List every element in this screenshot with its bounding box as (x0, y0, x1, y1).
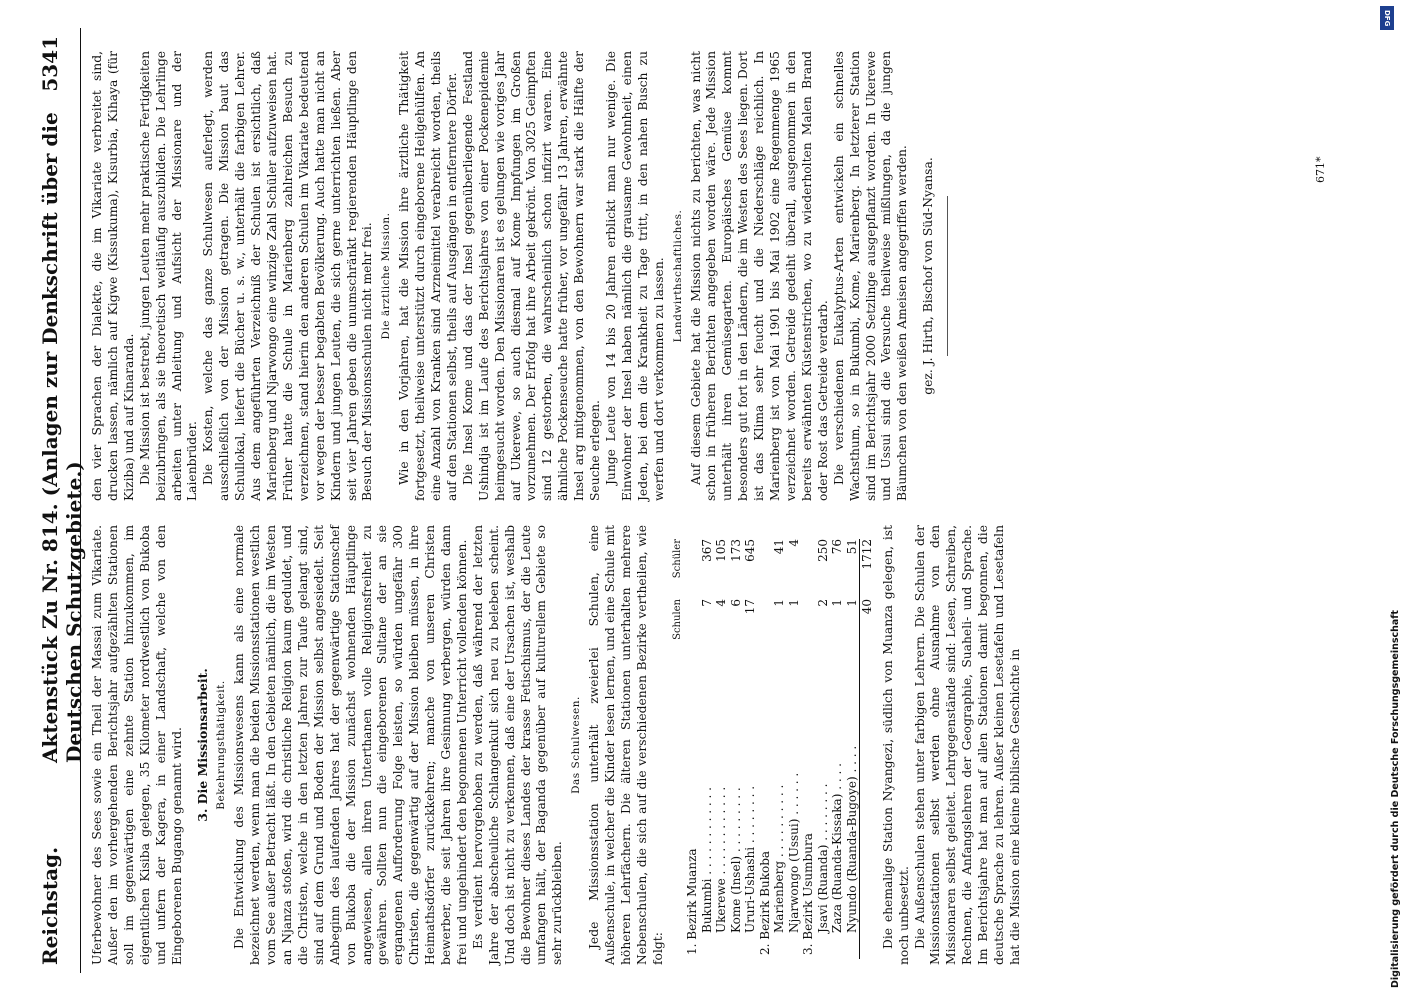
subsection-title: Landwirthschaftliches. (671, 209, 684, 343)
section-title: 3. Die Missionsarbeit. (195, 668, 211, 822)
paragraph: den vier Sprachen der Dialekte, die im Vikariate verbreitet sind, drucken lassen, nämlich auf Kigwe (Kissukuma), Kisurbia, Kihaya (für Kiziba) und auf Kinaranda. (90, 51, 136, 501)
pupils-count: 173 (728, 539, 743, 562)
schools-count (685, 599, 700, 640)
table-row (787, 539, 802, 959)
table-row (830, 539, 845, 959)
schools-count: 6 (728, 599, 743, 607)
district-label: 3. Bezirk Usumbura (801, 833, 816, 955)
paragraph: Wie in den Vorjahren, hat die Mission ihre ärztliche Thätigkeit fortgesetzt, theilweise unterstützt durch eingeborene Heilgehülfen. An eine Anzahl von Kranken sind Arzneimittel verabreicht worden, theils auf den Stationen selbst, theils auf Ausgängen in entferntere Dörfer. (397, 51, 459, 501)
schools-count: 1 (844, 599, 859, 607)
table-row (801, 539, 816, 959)
end-rule (947, 196, 948, 356)
schools-count: 1 (786, 599, 801, 607)
table-total-row (860, 539, 875, 959)
pupils-count: 105 (714, 539, 729, 562)
schools-total: 40 (860, 599, 875, 640)
paragraph: Die ehemalige Station Nyangezi, südlich von Muanza gelegen, ist noch unbesetzt. (880, 525, 911, 965)
district-label: Marienberg . . . . . . . . . . (772, 784, 787, 933)
paragraph: Junge Leute von 14 bis 20 Jahren erblickt man nur wenige. Die Einwohner der Insel haben nämlich die grausame Gewohnheit, einen Jeden, bei dem die Krankheit zu Tage tritt, in den nahen Busch zu werfen und dort verkommen zu lassen. (604, 51, 666, 501)
table-row (714, 539, 729, 959)
schools-count (801, 599, 816, 640)
table-header: Schüler (671, 539, 683, 579)
digitization-margin (1378, 8, 1401, 998)
paragraph: Die Außenschulen stehen unter farbigen Lehrern. Die Schulen der Missionsstationen selbst werden ohne Ausnahme von den Missionaren selbst geleitet. Lehrgegenstände sind: Lesen, Schreiben, Rechnen, die Anfangslehren der Geographie, Suaheli- und Sprache. Im Berichtsjahre hat man auf allen Stationen damit begonnen, die deutsche Sprache zu lehren. Außer kleinen Lesetafeln und Lesetafeln hat die Mission eine kleine biblische Geschichte in (912, 525, 1022, 965)
right-column (90, 51, 958, 501)
subsection-title: Bekehrungsthätigkeit. (215, 680, 228, 810)
archive-number: 671* (1314, 156, 1327, 183)
page-number: 5341 (38, 36, 62, 92)
pupils-total: 1712 (860, 539, 875, 599)
schools-count: 1 (772, 599, 787, 607)
pupils-count: 367 (699, 539, 714, 562)
pupils-count: 4 (786, 539, 801, 547)
rotated-document-page (24, 28, 1364, 973)
table-row (729, 539, 744, 959)
subsection-title: Die ärztliche Mission. (380, 212, 393, 340)
district-label: Kome (Insel) . . . . . . . . . (728, 787, 743, 933)
paragraph: Die Entwicklung des Missionswesens kann als eine normale bezeichnet werden, wenn man die beiden Missionsstationen westlich vom See außer Betracht läßt. In den Gebieten nämlich, die im Westen an Njanza stoßen, wird die christliche Religion kaum geduldet, und die Christen, welche in den letzten Jahren zur Taufe gelangt sind, sind auf dem Grund und Boden der Mission selbst angesiedelt. Seit Anbeginn des laufenden Jahres hat der gegenwärtige Stationschef von Bukoba die der Mission zunächst wohnenden Häuptlinge angewiesen, allen ihren Unterthanen volle Religionsfreiheit zu gewähren. Sollten nun die eingeborenen Sultane der an sie ergangenen Aufforderung Folge leisten, so würden ungefähr 300 Christen, die gegenwärtig auf der Mission bleiben müssen, in ihre Heimathsdörfer zurückkehren; manche von unseren Christen bewerber, die seit Jahren ihre Gesinnung verbergen, würden dann frei und ungehindert den begonnenen Unterricht vollenden können. (232, 525, 469, 965)
district-label: Jsavi (Ruanda) . . . . . . . . (815, 783, 830, 933)
schools-count: 7 (699, 599, 714, 607)
paragraph: Die Kosten, welche das ganze Schulwesen auferlegt, werden ausschließlich von der Mission getragen. Die Mission baut das Schullokal, liefert die Bücher u. s. w., unterhält die farbigen Lehrer. Aus dem angeführten Verzeichniß der Schulen ist ersichtlich, daß Marienberg und Njarwongo eine winzige Zahl Schüler aufzuweisen hat. Früher hatte die Schule in Marienberg zahlreichen Besuch zu verzeichnen, stand hierin den anderen Schulen im Vikariate bedeutend vor wegen der besser begabten Bevölkerung. Auch hatte man nicht an Kindern und jungen Leuten, die sich gerne unterrichten ließen. Aber seit vier Jahren geben die unumschränkt regierenden Häuptlinge den Besuch der Missionsschulen nicht mehr frei. (201, 51, 375, 501)
paragraph: Auf diesem Gebiete hat die Mission nichts zu berichten, was nicht schon in früheren Berichten angegeben worden wäre. Jede Mission unterhält ihren Gemüsegarten. Europäisches Gemüse kommt besonders gut fort in den Ländern, die im Westen des Sees liegen. Dort ist das Klima sehr feucht und die Niederschläge reichlich. In Marienberg ist von Mai 1901 bis Mai 1902 eine Regenmenge 1965 verzeichnet worden. Getreide gedeiht überall, ausgenommen in den bereits erwähnten Küstenstrichen, wo zu wiederholten Malen Brand oder Rost das Getreide verdarb. (688, 51, 830, 501)
schools-table (671, 539, 875, 959)
pupils-count: 645 (743, 539, 758, 562)
schools-count: 2 (815, 599, 830, 607)
paragraph: Die verschiedenen Eukalyptus-Arten entwickeln ein schnelles Wachsthum, so in Bukumbi, Kome, Marienberg. In letzterer Station sind im Berichtsjahr 2000 Setzlinge ausgepflanzt worden. In Ukerewe und Ussui sind die Versuche theilweise mißlungen, da die jungen Bäumchen von den weißen Ameisen angegriffen werden. (831, 51, 910, 501)
digitization-credit: Digitalisierung gefördert durch die Deutsche Forschungsgemeinschaft (1390, 610, 1401, 988)
header-title: Aktenstück Zu Nr. 814. (Anlagen zur Denkschrift über die Deutschen Schutzgebiete.) (38, 112, 86, 763)
district-label: 2. Bezirk Bukoba (757, 850, 772, 955)
district-label: Bukumbi . . . . . . . . . . . . (699, 787, 714, 933)
district-label: Ururi-Ushashi . . . . . . . . (743, 785, 758, 933)
table-row (743, 539, 758, 959)
table-row (772, 539, 787, 959)
schools-count: 4 (714, 599, 729, 607)
table-row (700, 539, 715, 959)
pupils-count: 250 (815, 539, 830, 562)
pupils-count (685, 539, 700, 599)
district-label: Nyundo (Ruanda-Bugoye) . . . . (844, 745, 859, 933)
schools-count: 1 (830, 599, 845, 607)
table-row (758, 539, 773, 959)
pupils-count (758, 539, 773, 599)
pupils-count: 41 (772, 539, 787, 555)
district-label: Zaza (Ruanda-Kissaka) . . . . (830, 763, 845, 933)
table-row (845, 539, 860, 959)
pupils-count: 51 (844, 539, 859, 555)
page-header (24, 28, 86, 973)
table-row (816, 539, 831, 959)
subsection-title: Das Schulwesen. (570, 696, 583, 794)
pupils-count: 76 (830, 539, 845, 555)
header-left: Reichstag. (38, 846, 62, 965)
paragraph: Die Insel Kome und das der Insel gegenüberliegende Festland Ushindja ist im Laufe des Berichtsjahres von einer Pockenepidemie heimgesucht worden. Den Missionaren ist es gelungen wie voriges Jahr auf Ukerewe, so auch diesmal auf Kome Impfungen im Großen vorzunehmen. Der Erfolg hat ihre Arbeit gekrönt. Von 3025 Geimpften sind 12 gestorben, die wahrscheinlich schon infizirt waren. Eine ähnliche Pockenseuche hatte früher, vor ungefähr 13 Jahren, erwähnte Insel arg mitgenommen, von den Bewohnern war stark die Hälfte der Seuche erlegen. (460, 51, 603, 501)
district-label: 1. Bezirk Muanza (685, 848, 700, 955)
paragraph: Die Mission ist bestrebt, jungen Leuten mehr praktische Fertigkeiten beizubringen, als sie theoretisch weitläufig auszubilden. Die Lehrlinge arbeiten unter Anleitung und Aufsicht der Missionare und der Laienbrüder. (137, 51, 200, 501)
pupils-count (801, 539, 816, 599)
district-label: Njarwongo (Ussui) . . . . . . (786, 772, 801, 933)
dfg-logo: DFG (1380, 6, 1394, 30)
signature: gez. J. Hirth, Bischof von Süd-Nyansa. (921, 157, 936, 395)
table-row (685, 539, 700, 959)
schools-count: 17 (743, 599, 758, 615)
table-header: Schulen (671, 599, 683, 640)
paragraph: Uferbewohner des Sees sowie ein Theil der Massai zum Vikariate. Außer den im vorhergehenden Berichtsjahr aufgezählten Stationen soll im gegenwärtigen eine zehnte Station hinzukommen, im eigentlichen Kisiba gelegen, 35 Kilometer nordwestlich von Bukoba und unfern der Kagera, in einer Landschaft, welche von den Eingeborenen Bugango genannt wird. (90, 525, 184, 965)
left-column (90, 525, 1024, 965)
schools-count (758, 599, 773, 640)
paragraph: Jede Missionsstation unterhält zweierlei Schulen, eine Außenschule, in welcher die Kinder lesen lernen, und eine Schule mit höheren Lehrfächern. Die älteren Stationen unterhalten mehrere Nebenschulen, die sich auf die verschiedenen Bezirke vertheilen, wie folgt: (587, 525, 665, 965)
district-label: Ukerewe . . . . . . . . . . . . (714, 786, 729, 933)
paragraph: Es verdient hervorgehoben zu werden, daß während der letzten Jahre der abscheuliche Schlangenkult sich neu zu beleben scheint. Und doch ist nicht zu verkennen, daß eine der Ursachen ist, weshalb die Bewohner dieses Landes der krasse Fetischismus, der die Leute umfangen hält, der Baganda gegenüber auf kulturellem Gebiete so sehr zurückbleiben. (470, 525, 565, 965)
